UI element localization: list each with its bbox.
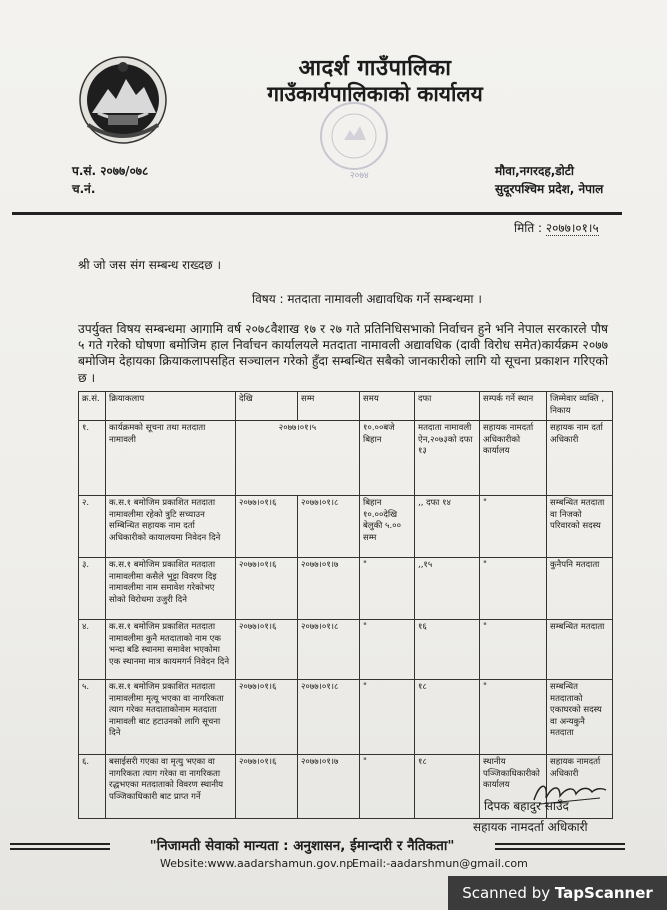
body-paragraph: उपर्युक्त विषय सम्बन्धमा आगामि वर्ष २०७८वैशाख १७ र २७ गते प्रतिनिधिसभाको निर्वाचन हुने भनि नेपाल सरकारले पौष ५ गते गरेको घोषणा बमोजिम हाल निर्वाचन कार्यालयले मतदाता नामावली अद्यावधिक (दावी विरोध समेत)कार्यक्रम २०७७ बमोजिम देहायका क्रियाकलापसहित सञ्चालन गरेको हुँदा सम्बन्धित सबैको जानकारीको लागि यो सूचना प्रकाशन गरिएको छ । [78,322,608,385]
cell-section: ,, दफा १४ [415,496,480,558]
schedule-table [78,391,613,819]
cell-time: १०.००बजे बिहान [360,421,415,496]
header-responsible: जिम्मेवार व्यक्ति , निकाय [547,392,613,421]
header-contact-place: सम्पर्क गर्ने स्थान [480,392,547,421]
header-from: देखि [236,392,298,421]
header-section: दफा [415,392,480,421]
cell-activity: क.स.१ बमोजिम प्रकाशित मतदाता नामावलीमा रहेको त्रुटि सच्याउन सम्बिन्धित सहायक नाम दर्ता अधिकारीको कायालयमा निवेदन दिने [106,496,236,558]
cell-to: २०७७।०१।८ [298,496,360,558]
footer-rule-left-2 [10,848,110,850]
cell-activity: क.स.१ बमोजिम प्रकाशित मतदाता नामावलीमा कुनै मतदाताको नाम एक भन्दा बढि स्थानमा समावेश भएकोमा एक स्थानमा मात्र कायमगर्न निवेदन दिने [106,620,236,680]
office-subtitle: गाउँकार्यपालिकाको कार्यालय [267,82,483,106]
cell-sn: ३. [79,558,106,620]
footer-website: Website:www.aadarshamun.gov.np [160,857,354,870]
cell-time: " [360,620,415,680]
header-time: समय [360,392,415,421]
salutation: श्री जो जस संग सम्बन्ध राख्दछ । [78,258,222,272]
cell-place: " [480,558,547,620]
signer-name: दिपक बहादुर साउँद [484,799,569,813]
cell-section: मतदाता नामावली ऐन,२०७३को दफा १३ [415,421,480,496]
cell-activity: क.स.१ बमोजिम प्रकाशित मतदाता नामावलीमा कसैले भुट्टा विवरण दिइ नामावलीमा नाम समावेश गरेकोभए सोको विरोधमा उजुरी दिने [106,558,236,620]
cell-section: ,,१५ [415,558,480,620]
cell-place: सहायक नामदर्ता अधिकारीको कार्यालय [480,421,547,496]
footer-email: Email:-aadarshmun@gmail.com [352,857,528,870]
reference-number: प.सं. २०७७/०७८ [72,164,149,178]
cell-time: " [360,680,415,755]
cell-place: " [480,620,547,680]
table-row [79,558,613,620]
watermark-brand: TapScanner [554,884,653,902]
cell-from: २०७७।०१।६ [236,680,298,755]
cell-activity: क.स.१ बमोजिम प्रकाशित मतदाता नामावलीमा मृत्यू भएका वा नागरिकता त्याग गरेका मतदाताकोनाम मतदाता नामावली बाट हटाउनको लागि सूचना दिने [106,680,236,755]
table-header-row [79,392,613,421]
cell-to: २०७७।०१।८ [298,680,360,755]
header-sn: क्र.सं. [79,392,106,421]
cell-sn: ४. [79,620,106,680]
header-divider [12,212,622,215]
table-row [79,421,613,496]
cell-section: १८ [415,755,480,819]
cell-place: " [480,496,547,558]
table-row [79,620,613,680]
cell-sn: ६. [79,755,106,819]
cell-place: " [480,680,547,755]
cell-responsible: सहायक नामदर्ता अधिकारी [547,755,613,819]
table-row [79,680,613,755]
stamp-year: २०७४ [350,171,369,181]
cell-sn: १. [79,421,106,496]
scanner-watermark [448,876,667,910]
cell-activity: बसाईसरी गएका वा मृत्यु भएका वा नागरिकता त्याग गरेका वा नागरिकता रद्धभएका मतदाताको विवरण स्थानीय पञ्जिकाधिकारी बाट प्राप्त गर्ने [106,755,236,819]
signer-title: सहायक नामदर्ता अधिकारी [473,820,588,834]
cell-from: २०७७।०१।६ [236,496,298,558]
date-label: मिति : [514,221,543,235]
cell-time: " [360,755,415,819]
footer-rule-right [495,843,625,845]
date-value: २०७७।०१।५ [545,221,599,235]
cell-responsible: सम्बन्धित मतदाता वा निजको परिवारको सदस्य [547,496,613,558]
dispatch-number: च.नं. [72,182,96,196]
subject-line: विषय : मतदाता नामावली अद्यावधिक गर्ने सम्बन्धमा । [252,292,482,306]
cell-section: १८ [415,680,480,755]
cell-responsible: कुनैपनि मतदाता [547,558,613,620]
footer-motto: "निजामती सेवाको मान्यता : अनुशासन, ईमान्दारी र नैतिकता" [149,838,455,854]
footer-rule-left [10,843,110,845]
cell-activity: कार्यक्रमको सूचना तथा मतदाता नामावली [106,421,236,496]
cell-from: २०७७।०१।६ [236,620,298,680]
cell-from: २०७७।०१।६ [236,755,298,819]
nepal-emblem-icon [78,55,168,145]
cell-time: बिहान १०.००देखि बेलुकी ५.०० सम्म [360,496,415,558]
office-stamp-icon [318,100,390,172]
table-row [79,496,613,558]
watermark-prefix: Scanned by [462,884,555,902]
cell-sn: २. [79,496,106,558]
cell-sn: ५. [79,680,106,755]
cell-to: २०७७।०१।८ [298,620,360,680]
address-line-1: मौवा,नगरदह,डोटी [495,164,574,178]
header-activity: क्रियाकलाप [106,392,236,421]
header-to: सम्म [298,392,360,421]
cell-to: २०७७।०१।७ [298,558,360,620]
address-line-2: सुदूरपश्चिम प्रदेश, नेपाल [495,182,604,196]
cell-section: १६ [415,620,480,680]
cell-to: २०७७।०१।७ [298,755,360,819]
footer-rule-right-2 [495,848,625,850]
cell-responsible: सम्बन्धित मतदाताको एकाघरको सदस्य वा अन्यकुनै मतदाता [547,680,613,755]
cell-from: २०७७।०१।६ [236,558,298,620]
letter-date [514,219,599,236]
cell-from: २०७७।०१।५ [236,421,360,496]
cell-time: " [360,558,415,620]
cell-place: स्थानीय पञ्जिकाधिकारीको कार्यालय [480,755,547,819]
office-name: आदर्श गाउँपालिका [298,56,452,81]
cell-responsible: सम्बन्धित मतदाता [547,620,613,680]
cell-responsible: सहायक नाम दर्ता अधिकारी [547,421,613,496]
